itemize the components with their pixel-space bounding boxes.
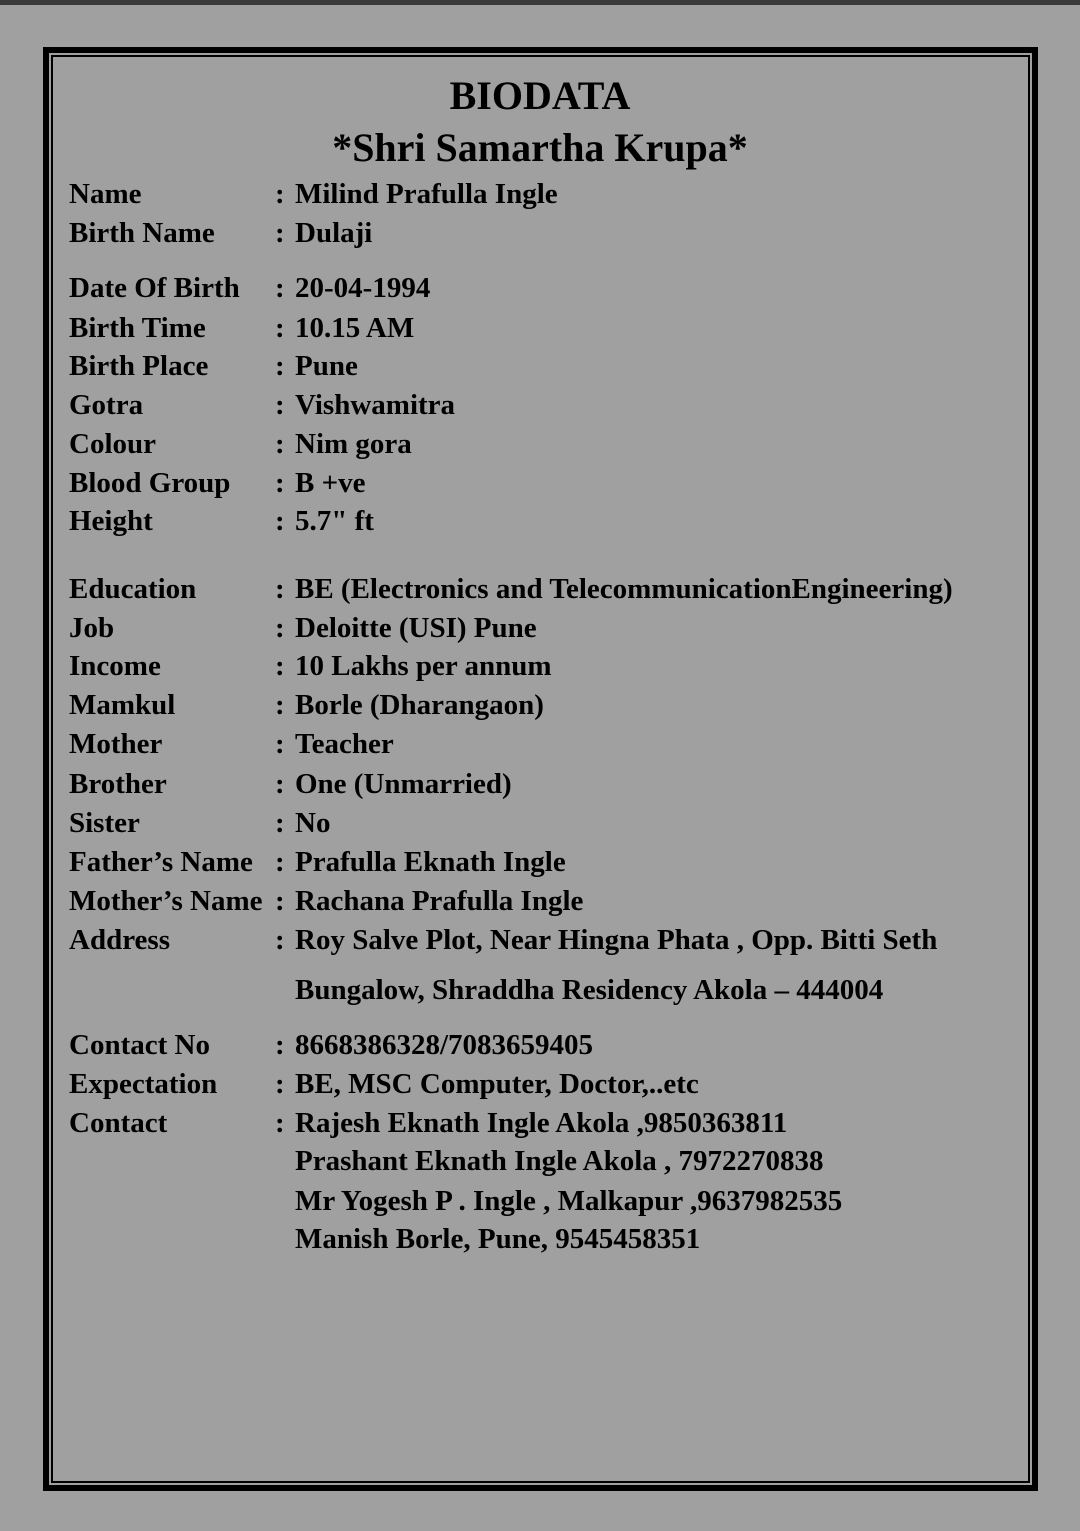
field-row-continuation-23 [0, 1143, 1080, 1179]
field-value: 10.15 AM [295, 312, 415, 344]
field-value: Pune [295, 350, 358, 382]
field-label: Gotra [69, 389, 144, 421]
field-label: Income [69, 650, 161, 682]
top-edge-strip [0, 0, 1080, 5]
field-separator: : [275, 728, 285, 760]
field-separator: : [275, 389, 285, 421]
field-value: Prafulla Eknath Ingle [295, 846, 566, 878]
field-value: Bungalow, Shraddha Residency Akola – 444004 [295, 974, 884, 1006]
field-label: Mother’s Name [69, 885, 263, 917]
field-value: Teacher [295, 728, 394, 760]
field-separator: : [275, 846, 285, 878]
field-label: Contact [69, 1107, 168, 1139]
field-row-birth-time [0, 310, 1080, 346]
field-label: Expectation [69, 1068, 218, 1100]
field-separator: : [275, 505, 285, 537]
field-row-mamkul [0, 687, 1080, 723]
field-separator: : [275, 1029, 285, 1061]
field-separator: : [275, 807, 285, 839]
field-separator: : [275, 272, 285, 304]
field-row-continuation-24 [0, 1183, 1080, 1219]
field-value: Mr Yogesh P . Ingle , Malkapur ,9637982535 [295, 1185, 843, 1217]
field-label: Mother [69, 728, 163, 760]
field-label: Brother [69, 768, 167, 800]
field-row-address [0, 922, 1080, 958]
field-row-brother [0, 766, 1080, 802]
field-separator: : [275, 428, 285, 460]
field-separator: : [275, 217, 285, 249]
field-separator: : [275, 768, 285, 800]
field-row-fathers-name [0, 844, 1080, 880]
field-value: 20-04-1994 [295, 272, 431, 304]
field-value: BE (Electronics and TelecommunicationEngineering) [295, 573, 953, 605]
field-row-continuation-25 [0, 1221, 1080, 1257]
field-separator: : [275, 885, 285, 917]
field-row-expectation [0, 1066, 1080, 1102]
field-value: No [295, 807, 331, 839]
field-value: Manish Borle, Pune, 9545458351 [295, 1223, 701, 1255]
field-label: Name [69, 178, 142, 210]
field-row-gotra [0, 387, 1080, 423]
field-value: Nim gora [295, 428, 412, 460]
field-separator: : [275, 612, 285, 644]
field-row-mothers-name [0, 883, 1080, 919]
field-row-mother [0, 726, 1080, 762]
field-separator: : [275, 573, 285, 605]
field-row-contact-no [0, 1027, 1080, 1063]
document-title: BIODATA [449, 73, 631, 118]
field-value: Prashant Eknath Ingle Akola , 7972270838 [295, 1145, 824, 1177]
field-value: Deloitte (USI) Pune [295, 612, 537, 644]
field-label: Contact No [69, 1029, 210, 1061]
field-label: Sister [69, 807, 140, 839]
field-separator: : [275, 1107, 285, 1139]
field-row-contact [0, 1105, 1080, 1141]
field-label: Mamkul [69, 689, 176, 721]
field-value: 10 Lakhs per annum [295, 650, 552, 682]
field-row-birth-name [0, 215, 1080, 251]
field-value: Borle (Dharangaon) [295, 689, 544, 721]
field-row-blood-group [0, 465, 1080, 501]
field-value: Roy Salve Plot, Near Hingna Phata , Opp. Bitti Seth [295, 924, 938, 956]
field-value: BE, MSC Computer, Doctor,..etc [295, 1068, 699, 1100]
field-label: Height [69, 505, 153, 537]
field-label: Job [69, 612, 115, 644]
field-separator: : [275, 1068, 285, 1100]
field-row-income [0, 648, 1080, 684]
field-row-birth-place [0, 348, 1080, 384]
field-row-name [0, 176, 1080, 212]
field-value: Vishwamitra [295, 389, 456, 421]
field-value: One (Unmarried) [295, 768, 512, 800]
field-label: Education [69, 573, 197, 605]
field-value: Milind Prafulla Ingle [295, 178, 558, 210]
field-row-job [0, 610, 1080, 646]
field-row-height [0, 503, 1080, 539]
field-label: Birth Name [69, 217, 215, 249]
field-value: B +ve [295, 467, 366, 499]
field-separator: : [275, 924, 285, 956]
field-row-colour [0, 426, 1080, 462]
field-separator: : [275, 467, 285, 499]
field-separator: : [275, 689, 285, 721]
field-separator: : [275, 350, 285, 382]
field-row-date-of-birth [0, 270, 1080, 306]
field-value: 5.7" ft [295, 505, 374, 537]
field-separator: : [275, 178, 285, 210]
field-value: Dulaji [295, 217, 373, 249]
document-subtitle: *Shri Samartha Krupa* [332, 125, 748, 170]
field-separator: : [275, 312, 285, 344]
field-value: Rachana Prafulla Ingle [295, 885, 584, 917]
field-label: Address [69, 924, 170, 956]
field-row-continuation-19 [0, 972, 1080, 1008]
field-separator: : [275, 650, 285, 682]
field-row-education [0, 571, 1080, 607]
field-label: Birth Time [69, 312, 206, 344]
field-label: Date Of Birth [69, 272, 240, 304]
field-label: Father’s Name [69, 846, 253, 878]
field-value: Rajesh Eknath Ingle Akola ,9850363811 [295, 1107, 788, 1139]
field-value: 8668386328/7083659405 [295, 1029, 594, 1061]
field-label: Colour [69, 428, 156, 460]
field-row-sister [0, 805, 1080, 841]
field-label: Birth Place [69, 350, 209, 382]
field-label: Blood Group [69, 467, 231, 499]
